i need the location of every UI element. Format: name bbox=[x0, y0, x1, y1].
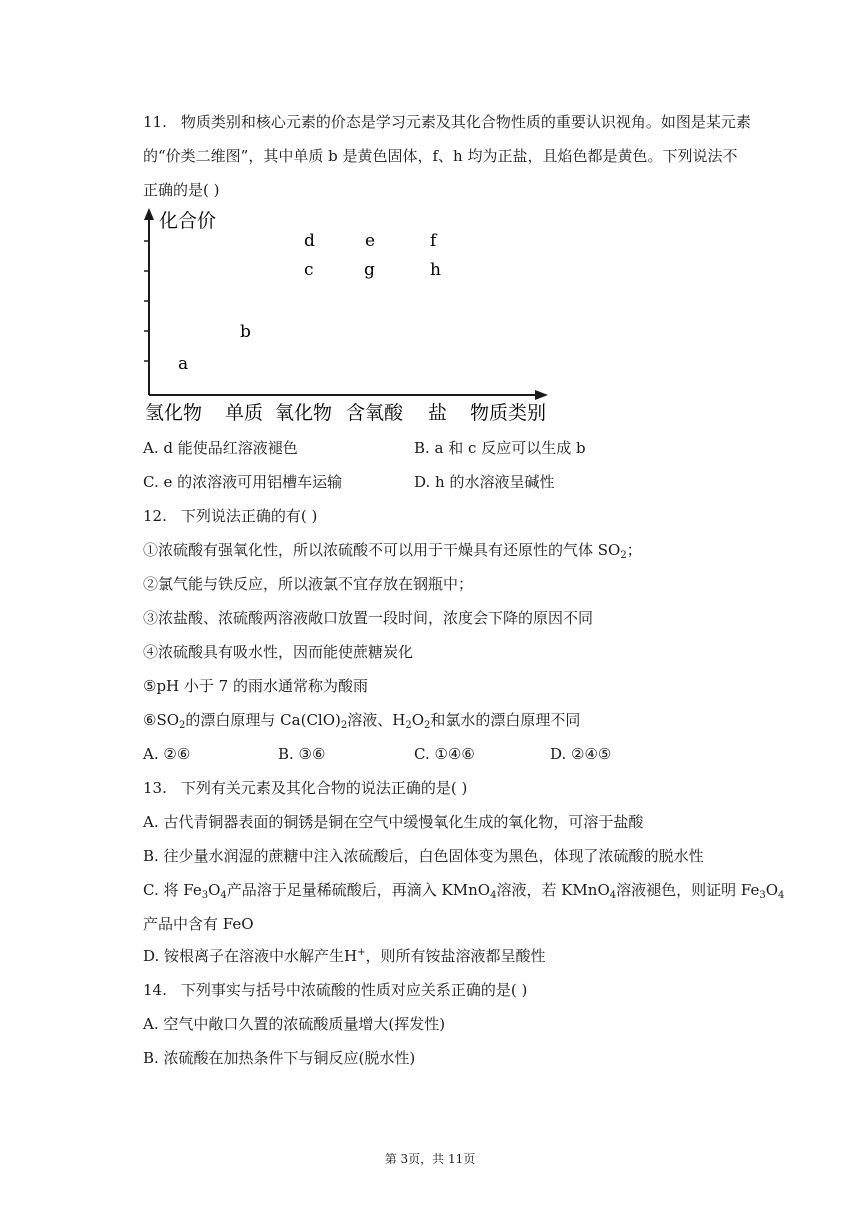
q13-stem: 下列有关元素及其化合物的说法正确的是( ) bbox=[180, 779, 468, 797]
q12-statement-6 bbox=[143, 710, 580, 730]
point-f: f bbox=[430, 231, 437, 251]
q11-stem-1: 物质类别和核心元素的价态是学习元素及其化合物性质的重要认识视角。如图是某元素 bbox=[180, 113, 751, 131]
q11-option-a[interactable]: A. d 能使品红溶液褪色 bbox=[143, 439, 298, 457]
q13-option-d[interactable] bbox=[143, 946, 546, 966]
page-footer: 第 3页，共 11页 bbox=[384, 1152, 476, 1166]
q13-c-sub: 3 bbox=[201, 890, 209, 901]
q12-statement-2: ②氯气能与铁反应，所以液氯不宜存放在钢瓶中； bbox=[143, 575, 474, 593]
q11-line-3: 正确的是( ) bbox=[143, 181, 220, 199]
q12-statement-5: ⑤pH 小于 7 的雨水通常称为酸雨 bbox=[143, 677, 368, 695]
q13-c-sub: 4 bbox=[490, 890, 497, 901]
q13-c-a: C. 将 Fe bbox=[143, 881, 202, 899]
q13-c-d: 溶液，若 KMnO bbox=[496, 881, 610, 899]
q12-s1-text: ①浓硫酸有强氧化性，所以浓硫酸不可以用于干燥具有还原性的气体 SO bbox=[143, 541, 621, 559]
q13-c-sub: 4 bbox=[609, 890, 617, 901]
q12-statement-3: ③浓盐酸、浓硫酸两溶液敞口放置一段时间，浓度会下降的原因不同 bbox=[143, 609, 594, 627]
q12-s6-c: 溶液、H bbox=[347, 711, 406, 729]
q13-c-sub: 4 bbox=[778, 890, 785, 901]
q12-line-1 bbox=[143, 506, 317, 526]
q12-s6-a: ⑥SO bbox=[143, 711, 180, 729]
x-cat-oxide: 氧化物 bbox=[275, 402, 333, 424]
point-g: g bbox=[364, 260, 375, 280]
q13-c-c: 产品溶于足量稀硫酸后，再滴入 KMnO bbox=[226, 881, 491, 899]
x-cat-salt: 盐 bbox=[428, 402, 448, 424]
q12-s6-e: 和氯水的漂白原理不同 bbox=[430, 711, 581, 729]
q12-s6-sub: 2 bbox=[424, 720, 431, 731]
q12-number: 12. bbox=[143, 507, 167, 525]
q13-c-sub: 4 bbox=[220, 890, 227, 901]
x-cat-element: 单质 bbox=[225, 402, 264, 424]
q14-number: 14. bbox=[143, 981, 167, 999]
q12-s1-end: ； bbox=[626, 541, 642, 559]
q12-s6-sub: 2 bbox=[405, 720, 412, 731]
q12-s6-sub: 2 bbox=[179, 720, 186, 731]
q12-option-c[interactable]: C. ①④⑥ bbox=[414, 745, 475, 763]
q12-s6-b: 的漂白原理与 Ca(ClO) bbox=[185, 711, 341, 729]
q13-option-c[interactable] bbox=[143, 880, 784, 900]
q14-option-b[interactable]: B. 浓硫酸在加热条件下与铜反应(脱水性) bbox=[143, 1049, 416, 1067]
x-axis-arrow bbox=[535, 390, 548, 400]
q13-c-f: O bbox=[765, 881, 779, 899]
q14-stem: 下列事实与括号中浓硫酸的性质对应关系正确的是( ) bbox=[180, 981, 528, 999]
q13-number: 13. bbox=[143, 779, 167, 797]
point-a: a bbox=[178, 354, 189, 374]
q11-number: 11. bbox=[143, 113, 167, 131]
point-d: d bbox=[304, 231, 315, 251]
y-axis-label: 化合价 bbox=[159, 210, 217, 232]
q11-line-1 bbox=[143, 112, 751, 132]
point-c: c bbox=[304, 260, 314, 280]
q11-line-2: 的“价类二维图”，其中单质 b 是黄色固体，f、h 均为正盐，且焰色都是黄色。下列说法不 bbox=[143, 147, 738, 165]
q12-s6-d: O bbox=[411, 711, 425, 729]
q14-option-a[interactable]: A. 空气中敞口久置的浓硫酸质量增大(挥发性) bbox=[143, 1015, 446, 1033]
q13-d-sup: + bbox=[357, 947, 366, 958]
q11-option-b[interactable]: B. a 和 c 反应可以生成 b bbox=[414, 439, 586, 457]
q13-c-e: 溶液褪色，则证明 Fe bbox=[616, 881, 760, 899]
q13-d-b: ，则所有铵盐溶液都呈酸性 bbox=[365, 947, 546, 965]
q13-option-a[interactable]: A. 古代青铜器表面的铜锈是铜在空气中缓慢氧化生成的氧化物，可溶于盐酸 bbox=[143, 813, 644, 831]
q12-stem: 下列说法正确的有( ) bbox=[180, 507, 318, 525]
q12-option-a[interactable]: A. ②⑥ bbox=[143, 745, 191, 763]
q13-option-c-line-2: 产品中含有 FeO bbox=[143, 915, 254, 933]
q13-option-b[interactable]: B. 往少量水润湿的蔗糖中注入浓硫酸后，白色固体变为黑色，体现了浓硫酸的脱水性 bbox=[143, 847, 704, 865]
q12-s6-sub: 2 bbox=[340, 720, 348, 731]
q13-c-b: O bbox=[208, 881, 221, 899]
q11-option-c[interactable]: C. e 的浓溶液可用铝槽车运输 bbox=[143, 473, 343, 491]
q12-statement-1 bbox=[143, 540, 642, 560]
x-cat-oxyacid: 含氧酸 bbox=[346, 402, 404, 424]
q12-statement-4: ④浓硫酸具有吸水性，因而能使蔗糖炭化 bbox=[143, 643, 414, 661]
q13-line-1 bbox=[143, 778, 467, 798]
x-cat-hydride: 氢化物 bbox=[145, 402, 203, 424]
point-b: b bbox=[240, 322, 251, 342]
valence-class-diagram bbox=[140, 205, 560, 425]
q13-c-sub: 3 bbox=[759, 890, 766, 901]
y-axis-arrow bbox=[144, 208, 154, 220]
q14-line-1 bbox=[143, 980, 527, 1000]
q11-option-d[interactable]: D. h 的水溶液呈碱性 bbox=[414, 473, 555, 491]
q13-d-a: D. 铵根离子在溶液中水解产生H bbox=[143, 947, 358, 965]
q12-s1-sub: 2 bbox=[620, 550, 627, 561]
point-e: e bbox=[365, 231, 376, 251]
q12-option-b[interactable]: B. ③⑥ bbox=[278, 745, 326, 763]
x-axis-title: 物质类别 bbox=[470, 402, 547, 424]
point-h: h bbox=[430, 260, 441, 280]
q12-option-d[interactable]: D. ②④⑤ bbox=[550, 745, 612, 763]
